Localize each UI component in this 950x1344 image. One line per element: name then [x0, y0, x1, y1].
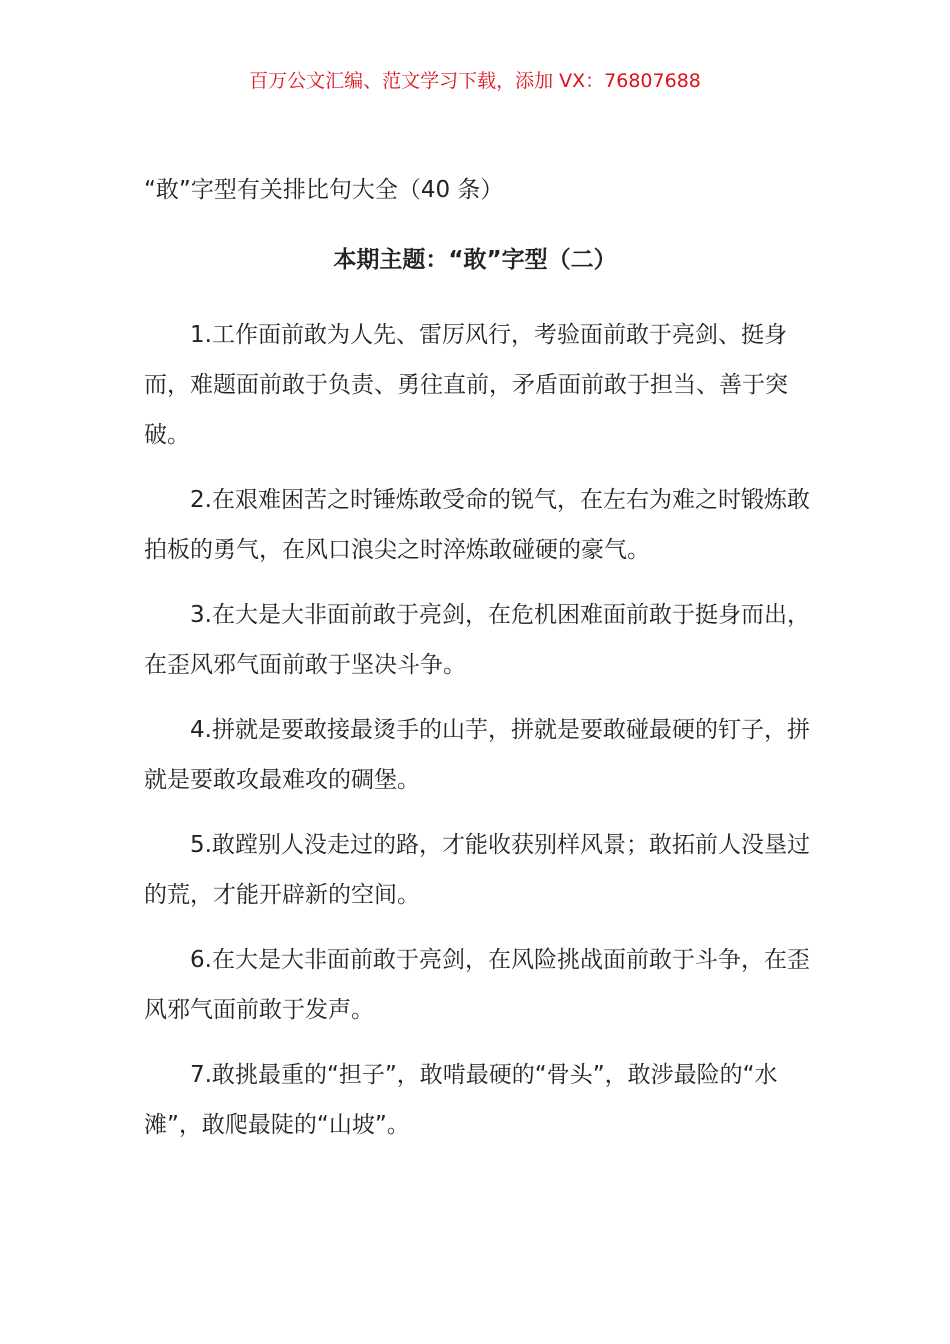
document-title: “敢”字型有关排比句大全（40 条） — [144, 177, 504, 203]
list-item: 3.在大是大非面前敢于亮剑，在危机困难面前敢于挺身而出，在歪风邪气面前敢于坚决斗争。 — [144, 602, 810, 678]
sentence-list — [144, 310, 828, 1165]
list-item: 5.敢蹚别人没走过的路，才能收获别样风景；敢拓前人没垦过的荒，才能开辟新的空间。 — [144, 832, 810, 908]
watermark-banner: 百万公文汇编、范文学习下载，添加 VX：76807688 — [249, 70, 701, 92]
list-item: 6.在大是大非面前敢于亮剑，在风险挑战面前敢于斗争，在歪风邪气面前敢于发声。 — [144, 947, 810, 1023]
list-item: 4.拼就是要敢接最烫手的山芋，拼就是要敢碰最硬的钉子，拼就是要敢攻最难攻的碉堡。 — [144, 717, 810, 793]
section-subtitle: 本期主题：“敢”字型（二） — [333, 247, 617, 273]
list-item: 1.工作面前敢为人先、雷厉风行，考验面前敢于亮剑、挺身而，难题面前敢于负责、勇往直前，矛盾面前敢于担当、善于突破。 — [144, 322, 788, 448]
list-item: 7.敢挑最重的“担子”，敢啃最硬的“骨头”，敢涉最险的“水滩”，敢爬最陡的“山坡”。 — [144, 1062, 778, 1138]
list-item: 2.在艰难困苦之时锤炼敢受命的锐气，在左右为难之时锻炼敢拍板的勇气，在风口浪尖之时淬炼敢碰硬的豪气。 — [144, 487, 810, 563]
